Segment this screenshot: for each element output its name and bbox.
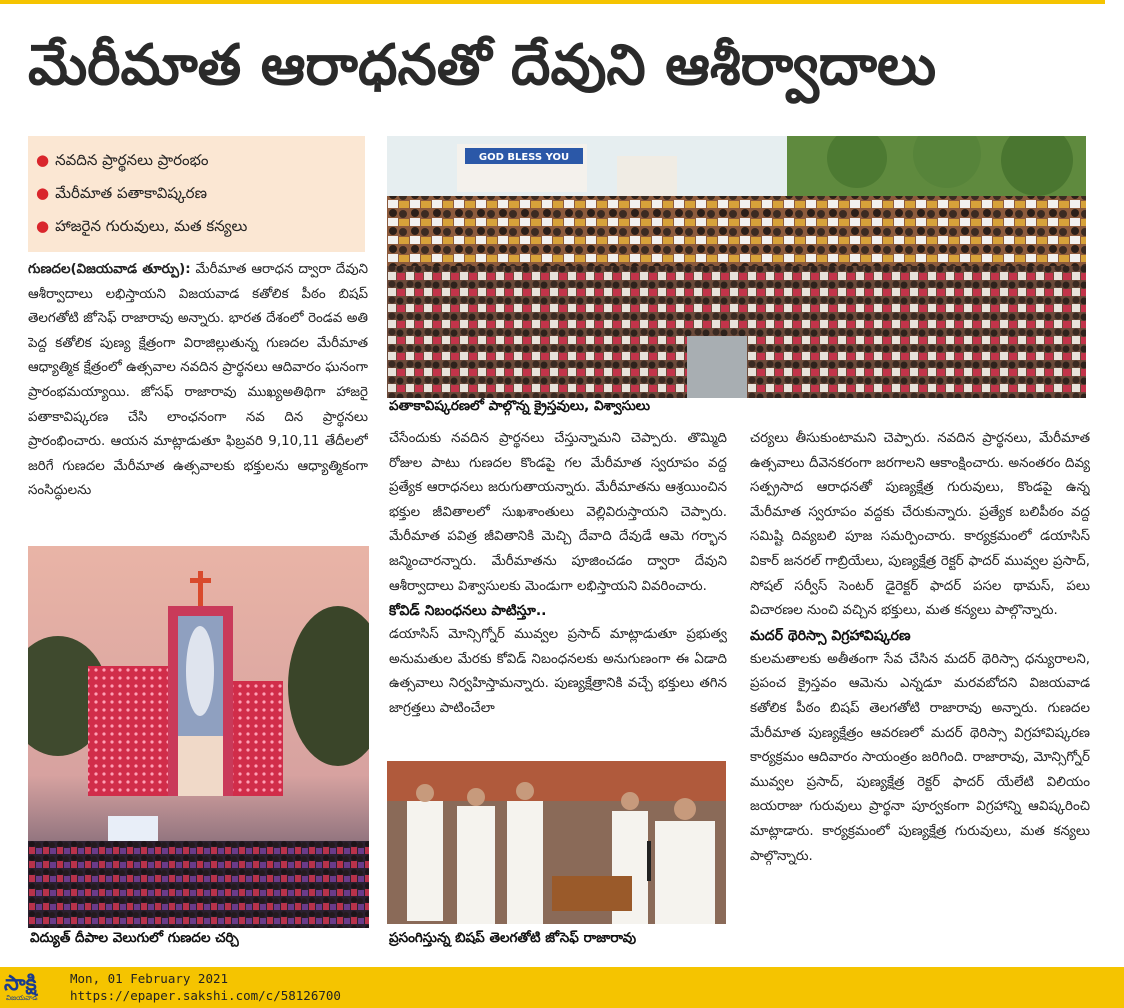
highlight-item: ● నవదిన ప్రార్థనలు ప్రారంభం bbox=[36, 151, 209, 169]
highlights-box bbox=[28, 136, 365, 252]
article-column-1 bbox=[28, 258, 368, 528]
crowd-photo-image bbox=[387, 136, 1086, 398]
sakshi-logo-edition: విజయవాడ bbox=[6, 994, 38, 1002]
bullet-icon: ● bbox=[36, 217, 50, 235]
banner-text: GOD BLESS YOU bbox=[478, 152, 570, 163]
section-subhead-covid: కోవిడ్ నిబంధనలు పాటిస్తూ.. bbox=[389, 603, 547, 620]
crowd-photo bbox=[387, 136, 1086, 398]
column-3-body-2: కులమతాలకు అతీతంగా సేవ చేసిన మదర్ థెరిస్సా ధన్యురాలని, ప్రపంచ క్రైస్తవం ఆమెను ఎన్నడూ మరవబోదని విజయవాడ కతోలిక పీఠం బిషప్ తెలగతోటి రాజారావు అన్నారు. గుణదల మేరీమాత పుణ్యక్షేత్రం ఆవరణలో మదర్ థెరిస్సా విగ్రహావిష్కరణ కార్యక్రమం ఆదివారం సాయంత్రం జరిగింది. రాజారావు, మోన్సిగ్నోర్ మువ్వల ప్రసాద్, పుణ్యక్షేత్ర రెక్టర్ ఫాదర్ యేలేటి విలియం జయరాజు గురువులు ప్రార్థనా పూర్వకంగా విగ్రహాన్ని ఆవిష్కరించి మాట్లాడారు. కార్యక్రమంలో పుణ్యక్షేత్ర గురువులు, మత కన్యలు పాల్గొన్నారు. bbox=[750, 651, 1090, 864]
highlight-item: ● మేరీమాత పతాకావిష్కరణ bbox=[36, 184, 207, 202]
footer-info bbox=[70, 970, 341, 1004]
bullet-icon: ● bbox=[36, 184, 50, 202]
column-3-body: చర్యలు తీసుకుంటామని చెప్పారు. నవదిన ప్రార్థనలు, మేరీమాత ఉత్సవాలు దీవెనకరంగా జరగాలని ఆకాంక్షించారు. అనంతరం దివ్య సత్ప్రసాద ఆరాధనతో పుణ్యక్షేత్ర గురువులు, కొండపై ఉన్న మేరీమాత స్వరూపం వద్దకు చేరుకున్నారు. ప్రత్యేక బలిపీఠం వద్ద సమిష్టి దివ్యబలి పూజ సమర్పించారు. కార్యక్రమంలో డయాసిస్ వికార్ జనరల్ గాబ్రియేలు, పుణ్యక్షేత్ర రెక్టర్ ఫాదర్ మువ్వల ప్రసాద్, సోషల్ సర్వీస్ సెంటర్ డైరెక్టర్ ఫాదర్ పసల థామస్, పలు విచారణల నుంచి వచ్చిన భక్తులు, మత కన్యలు పాల్గొన్నారు. bbox=[750, 431, 1090, 619]
bishop-photo bbox=[387, 761, 726, 924]
crowd-photo-caption: పతాకావిష్కరణలో పాల్గొన్న క్రైస్తవులు, విశ్వాసులు bbox=[389, 398, 651, 414]
dateline: గుణదల(విజయవాడ తూర్పు): bbox=[28, 262, 191, 277]
epaper-url[interactable]: https://epaper.sakshi.com/c/58126700 bbox=[70, 988, 341, 1003]
column-2-body: చేసేందుకు నవదిన ప్రార్థనలు చేస్తున్నామని చెప్పారు. తొమ్మిది రోజుల పాటు గుణదల కొండపై గల మేరీమాత స్వరూపం వద్ద ప్రత్యేక ఆరాధనలు జరుగుతాయన్నారు. మేరీమాతను ఆశ్రయించిన భక్తుల జీవితాలలో సుఖశాంతులు వెల్లివిరుస్తాయని చెప్పారు. మేరీమాత పవిత్ర జీవితానికి మెచ్చి దేవాది దేవుడే ఆమె గర్భాన జన్మించారన్నారు. మేరీమాతను పూజించడం ద్వారా దేవుని ఆశీర్వాదాలు విశ్వాసులకు మెండుగా లభిస్తాయని వివరించారు. bbox=[389, 431, 727, 594]
epaper-footer bbox=[0, 967, 1124, 1008]
article-headline: మేరీమాత ఆరాధనతో దేవుని ఆశీర్వాదాలు bbox=[28, 33, 937, 98]
highlight-item: ● హాజరైన గురువులు, మత కన్యలు bbox=[36, 217, 248, 235]
bullet-icon: ● bbox=[36, 151, 50, 169]
publication-date: Mon, 01 February 2021 bbox=[70, 971, 229, 986]
bishop-photo-image bbox=[387, 761, 726, 924]
bishop-photo-caption: ప్రసంగిస్తున్న బిషప్ తెలగతోటి జోసెఫ్ రాజారావు bbox=[389, 930, 637, 946]
article-column-3 bbox=[750, 427, 1090, 957]
article-column-2 bbox=[389, 427, 727, 737]
church-photo bbox=[28, 546, 369, 928]
church-photo-image bbox=[28, 546, 369, 928]
church-photo-caption: విద్యుత్ దీపాల వెలుగులో గుణదల చర్చి bbox=[30, 930, 239, 946]
section-subhead-mother-teresa: మదర్ థెరిస్సా విగ్రహావిష్కరణ bbox=[750, 627, 911, 644]
top-accent-bar bbox=[0, 0, 1105, 4]
sakshi-logo: సాక్షి bbox=[4, 971, 37, 995]
column-2-body-2: డయాసిస్ మోన్సిగ్నోర్ మువ్వల ప్రసాద్ మాట్లాడుతూ ప్రభుత్వ అనుమతుల మేరకు కోవిడ్ నిబంధనలకు అనుగుణంగా ఈ ఏడాది ఉత్సవాలు నిర్వహిస్తామన్నారు. పుణ్యక్షేత్రానికి వచ్చే భక్తులు తగిన జాగ్రత్తలు పాటించేలా bbox=[389, 627, 727, 716]
column-1-body: మేరీమాత ఆరాధన ద్వారా దేవుని ఆశీర్వాదాలు లభిస్తాయని విజయవాడ కతోలిక పీఠం బిషప్ తెలగతోటి జోసెఫ్ రాజారావు అన్నారు. భారత దేశంలో రెండవ అతి పెద్ద కతోలిక పుణ్య క్షేత్రంగా విరాజిల్లుతున్న గుణదల మేరీమాత ఆధ్యాత్మిక క్షేత్రంలో ఉత్సవాల నవదిన ప్రార్థనలు ఆదివారం ఘనంగా ప్రారంభమయ్యాయి. జోసఫ్ రాజారావు ముఖ్యఅతిథిగా హాజరై పతాకావిష్కరణ చేసి లాంఛనంగా నవ దిన ప్రార్థనలు ప్రారంభించారు. ఆయన మాట్లాడుతూ ఫిబ్రవరి 9,10,11 తేదీలలో జరిగే గుణదల మేరీమాత ఉత్సవాలకు భక్తులను ఆధ్యాత్మికంగా సంసిద్ధులను bbox=[28, 262, 368, 499]
